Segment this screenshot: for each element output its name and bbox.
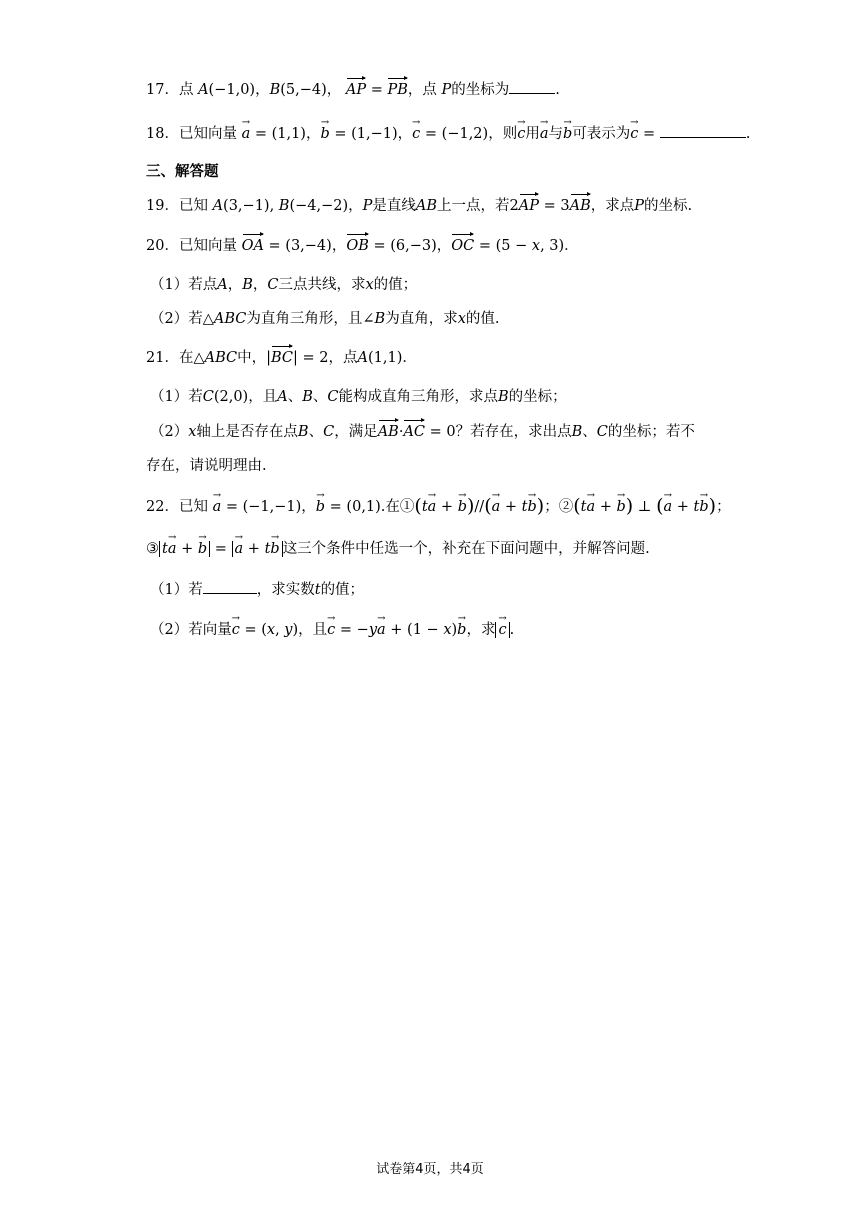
question-22-line-2: ③ ta → + b → = a → + tb → 这三个条件中任选一个，补充在下面问题中，并解答问题. bbox=[146, 539, 650, 559]
question-22-part-2: （2）若向量c → = (x, y)，且c → = −ya → + (1 − x)b →，求 c → . bbox=[150, 620, 514, 640]
answer-blank bbox=[509, 79, 555, 94]
question-17: 17．点 A(−1,0)，B(5,−4)， AP = PB，点 P的坐标为 . bbox=[146, 79, 560, 100]
question-20-part-1: （1）若点A，B，C三点共线，求x的值； bbox=[150, 277, 418, 293]
question-21-part-1: （1）若C(2,0)，且A、B、C能构成直角三角形，求点B的坐标； bbox=[150, 389, 567, 405]
question-20: 20．已知向量 OA = (3,−4)，OB = (6,−3)，OC = (5 − x, 3)． bbox=[146, 238, 579, 254]
question-22-part-1: （1）若 ，求实数t的值； bbox=[150, 579, 364, 600]
question-18: 18．已知向量 a → = (1,1)，b → = (1,−1)，c → = (−1,2)，则c →用a →与b →可表示为c → = . bbox=[146, 123, 750, 144]
question-22: 22．已知 a → = (−1,−1)，b → = (0,1).在①(ta → + b →)//(a → + tb →)；②(ta → + b →) ⊥ (a → + tb →)； bbox=[146, 496, 731, 517]
question-20-part-2: （2）若△ABC为直角三角形，且∠B为直角，求x的值. bbox=[150, 311, 500, 327]
page-footer: 试卷第4页，共4页 bbox=[376, 1162, 484, 1177]
question-19: 19．已知 A(3,−1), B(−4,−2)，P是直线AB上一点，若2AP = 3AB，求点P的坐标. bbox=[146, 198, 693, 214]
answer-blank bbox=[660, 123, 746, 138]
answer-blank bbox=[203, 579, 257, 594]
question-21: 21．在△ABC中，|BC| = 2，点A(1,1)． bbox=[146, 350, 417, 366]
section-heading: 三、解答题 bbox=[146, 164, 219, 180]
question-21-part-2: （2）x轴上是否存在点B、C，满足AB·AC = 0？若存在，求出点B、C的坐标；若不 bbox=[150, 424, 695, 440]
question-21-part-2-cont: 存在，请说明理由. bbox=[146, 458, 267, 474]
